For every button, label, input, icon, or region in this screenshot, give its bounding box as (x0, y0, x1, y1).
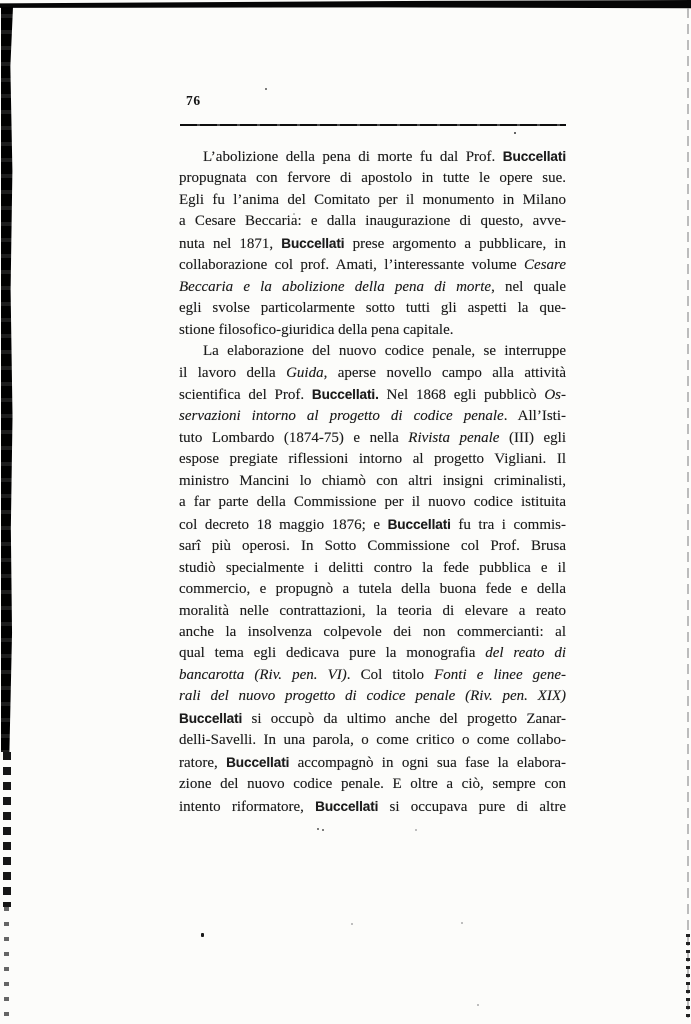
scan-right-edge-specks (686, 934, 690, 1022)
text-line (179, 233, 566, 255)
text-line (179, 730, 566, 751)
binding-edge-bar (1, 7, 13, 752)
text-segment: accompagnò in ogni sua fase la elabora- (289, 754, 566, 771)
text-segment: stione filosofico-giuridica della pena capitale. (179, 321, 454, 338)
text-segment: collaborazione col prof. Amati, l’interessante volume (179, 257, 525, 274)
text-segment: Buccellati. (311, 386, 379, 402)
binding-edge-dashes (3, 752, 11, 907)
text-segment: . Col titolo (346, 666, 435, 683)
text-line (179, 320, 566, 341)
scan-speck (322, 829, 324, 831)
scan-top-edge-band (0, 0, 691, 9)
text-segment: Buccellati (315, 798, 379, 814)
text-segment: Buccellati (226, 754, 290, 770)
text-segment: Buccellati (281, 235, 345, 251)
text-line (179, 384, 566, 406)
text-segment: (III) egli (499, 429, 566, 446)
scan-speck (351, 923, 353, 925)
text-segment: col decreto 18 maggio 1876; e (179, 516, 388, 533)
text-line (179, 428, 566, 449)
text-segment: zione del nuovo codice penale. E oltre a ciò, sempre con (179, 776, 566, 793)
header-rule (180, 124, 566, 126)
text-line (179, 536, 566, 557)
text-line (179, 558, 566, 579)
text-line (179, 643, 566, 664)
text-line (179, 752, 566, 774)
text-segment: moralità nelle contrattazioni, la teoria di elevare a reato (179, 602, 566, 619)
text-line (179, 211, 566, 232)
text-line (179, 796, 566, 818)
text-segment: Os- (544, 386, 566, 403)
text-segment: Egli fu l’anima del Comitato per il monumento in Milano (179, 191, 566, 208)
text-segment: Guida (286, 364, 324, 381)
binding-edge-sparse (4, 907, 9, 1019)
text-line (179, 190, 566, 211)
text-segment: fu tra i commis- (450, 516, 566, 533)
text-line (179, 601, 566, 622)
text-segment: studiò specialmente i delitti contro la fede pubblica e il (179, 559, 566, 576)
text-segment: a far parte della Commissione per il nuovo codice istituita (179, 494, 566, 511)
text-segment: sarî più operosi. In Sotto Commissione col Prof. Brusa (179, 538, 566, 555)
text-line (179, 255, 566, 276)
text-segment: , nel quale (491, 278, 567, 295)
text-segment: Cesare (524, 257, 566, 274)
scan-right-edge-line (687, 8, 689, 1018)
scan-speck (415, 829, 417, 831)
text-segment: L’abolizione della pena di morte fu dal Prof. (203, 149, 503, 165)
text-segment: tuto Lombardo (1874-75) e nella (179, 429, 409, 446)
text-segment: si occupava pure di altre (378, 798, 566, 815)
scan-speck (461, 922, 463, 924)
text-line (179, 298, 566, 319)
text-segment: Buccellati (387, 516, 451, 532)
text-line (179, 471, 566, 492)
text-line (179, 514, 566, 536)
text-segment: ratore, (179, 754, 227, 771)
text-segment: , aperse novello campo alla attività (323, 364, 566, 381)
text-segment: rali del nuovo progetto di codice penale (Riv. pen. XIX) (179, 688, 566, 705)
text-segment: bancarotta (Riv. pen. VI) (179, 666, 347, 683)
text-line (179, 168, 566, 189)
text-segment: . All’Isti- (503, 408, 566, 425)
text-segment: Buccellati (179, 710, 243, 726)
text-line (179, 579, 566, 600)
text-segment: egli svolse particolarmente sotto tutti gli aspetti la que- (179, 300, 566, 317)
text-segment: Rivista penale (408, 429, 500, 446)
text-segment: espose pregiate riflessioni intorno al progetto Vigliani. Il (179, 451, 566, 468)
text-segment: del reato di (485, 645, 566, 662)
text-segment: ministro Mancini lo chiamò con altri insigni criminalisti, (179, 472, 566, 489)
scan-speck (477, 1004, 479, 1006)
text-segment: a Cesare Beccaria: e dalla inaugurazione di questo, avve- (179, 213, 566, 230)
text-line (179, 622, 566, 643)
text-segment: intento riformatore, (179, 798, 316, 815)
text-segment: il lavoro della (179, 364, 287, 381)
text-segment: Buccellati (502, 149, 566, 164)
text-line (179, 774, 566, 795)
text-segment: prese argomento a pubblicare, in (344, 235, 566, 252)
scan-speck (265, 88, 267, 90)
text-line (179, 686, 566, 707)
text-line (179, 665, 566, 686)
text-segment: qual tema egli dedicava pure la monografia (179, 645, 486, 662)
text-segment: Nel 1868 egli pubblicò (378, 386, 545, 403)
text-segment: nuta nel 1871, (179, 235, 282, 252)
page-number: 76 (186, 93, 201, 108)
text-line (179, 406, 566, 427)
text-segment: propugnata con fervore di apostolo in tutte le opere sue. (179, 170, 566, 187)
body-text-block (179, 146, 566, 818)
scan-speck (514, 132, 516, 134)
text-segment: si occupò da ultimo anche del progetto Zanar- (242, 710, 566, 727)
text-segment: Beccaria e la abolizione della pena di morte (179, 278, 492, 295)
text-line (179, 341, 566, 362)
text-line (179, 708, 566, 730)
text-segment: Fonti e linee gene- (434, 666, 566, 683)
text-segment: scientifica del Prof. (179, 386, 312, 403)
text-segment: La elaborazione del nuovo codice penale, se interruppe (203, 343, 566, 360)
text-line (179, 492, 566, 513)
text-segment: commercio, e propugnò a tutela della buona fede e della (179, 581, 566, 598)
text-line (179, 277, 566, 298)
text-line (179, 146, 566, 168)
text-line (179, 449, 566, 470)
scan-speck (317, 828, 319, 830)
text-segment: anche la insolvenza colpevole dei non commercianti: al (179, 623, 566, 640)
text-segment: servazioni intorno al progetto di codice penale (179, 408, 504, 425)
text-line (179, 363, 566, 384)
text-segment: delli-Savelli. In una parola, o come critico o come collabo- (179, 732, 566, 749)
scan-speck (201, 933, 204, 937)
